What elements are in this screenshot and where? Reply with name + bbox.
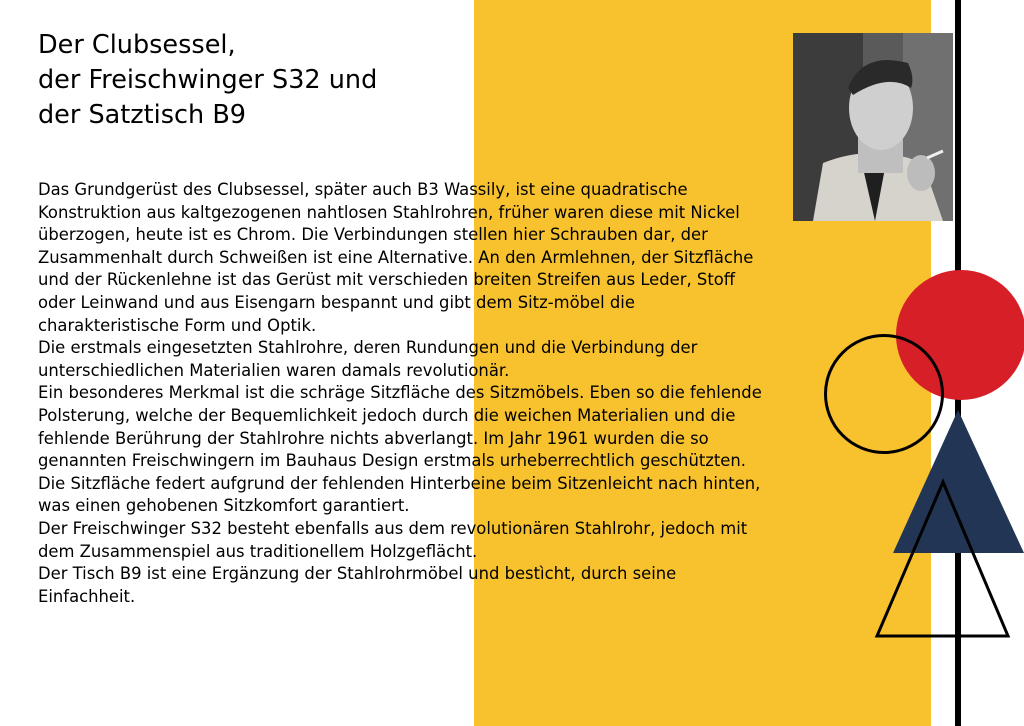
paragraph-stahlrohre: Die erstmals eingesetzten Stahlrohre, deren Rundungen und die Verbindung der unterschiedlichen Materialien waren damals revolutionär.: [38, 338, 698, 380]
paragraph-freischwinger: Der Freischwinger S32 besteht ebenfalls aus dem revolutionären Stahlrohr, jedoch mit dem Zusammenspiel aus traditionellem Holzgeflächt.: [38, 518, 748, 561]
paragraph-clubsessel: Das Grundgerüst des Clubsessel, später auch B3 Wassily, ist eine quadratische Konstruktion aus kaltgezogenen nahtlosen Stahlrohren, früher waren diese mit Nickel überzogen, heute ist es Chrom. Die Verbindungen stellen hier Schrauben dar, der Zusammenhalt durch Schweißen ist eine Alternative. An den Armlehnen, der Sitzfläche und der Rückenlehne ist das Gerüst mit verschieden breiten Streifen aus Leder, Stoff oder Leinwand und aus Eisengarn bespannt und gibt dem Sitz-möbel die charakteristische Form und Optik.: [38, 180, 754, 335]
paragraph-tisch-b9: Der Tisch B9 ist eine Ergänzung der Stahlrohrmöbel und bestìcht, durch seine Einfachheit.: [38, 564, 677, 606]
body-text: [38, 179, 773, 608]
portrait-photo: [793, 33, 953, 221]
title-line-1: Der Clubsessel,: [38, 30, 236, 60]
paragraph-merkmal: Ein besonderes Merkmal ist die schräge Sitzfläche des Sitzmöbels. Eben so die fehlende Polsterung, welche der Bequemlichkeit jedoch durch die weichen Materialien und die fehlende Berührung der Stahlrohre nichts abverlangt. Im Jahr 1961 wurden die so genannten Freischwingern im Bauhaus Design erstmals urheberrechtlich geschützten. Die Sitzfläche federt aufgrund der fehlenden Hinterbeine beim Sitzenleicht nach hinten, was einen gehobenen Sitzkomfort garantiert.: [38, 383, 762, 516]
outline-circle: [824, 334, 944, 454]
page-title: [38, 28, 377, 133]
title-line-3: der Satztisch B9: [38, 100, 247, 130]
title-line-2: der Freischwinger S32 und: [38, 65, 378, 95]
